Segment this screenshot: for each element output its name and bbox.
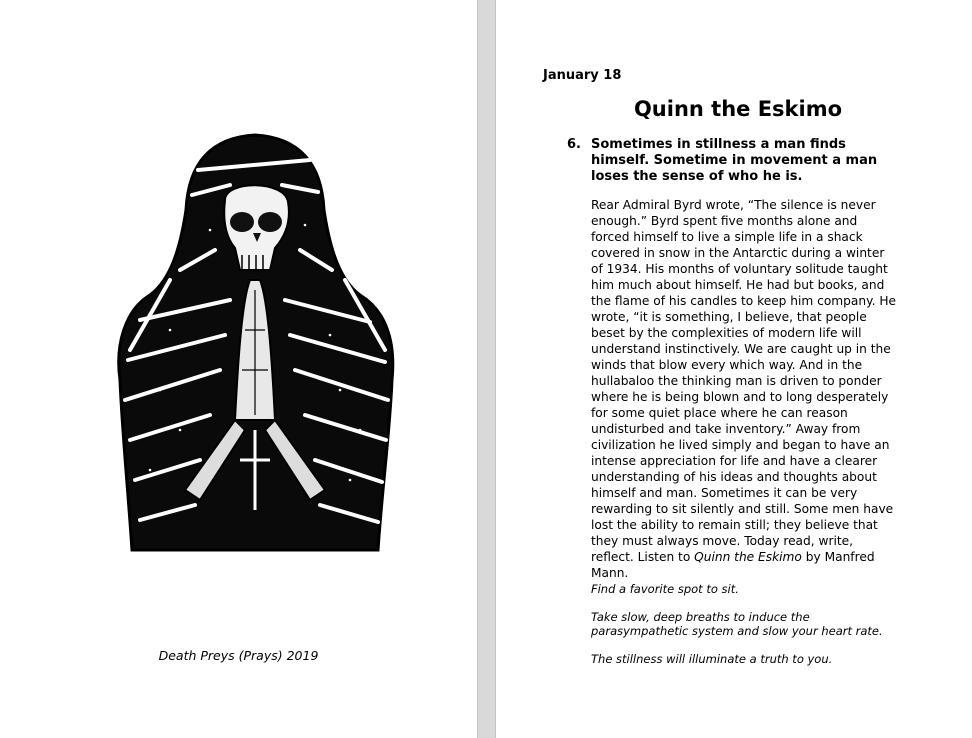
body-paragraph — [591, 197, 897, 581]
right-page — [496, 0, 972, 738]
body-text-part2: by Manfred Mann. — [591, 550, 875, 580]
song-title: Quinn the Eskimo — [694, 550, 802, 564]
body-text-part1: Rear Admiral Byrd wrote, “The silence is never enough.” Byrd spent five months alone and forced himself to live a simple life in a shack covered in snow in the Antarctic during a winter of 1934. His months of voluntary solitude taught him much about himself. He had but books, and the flame of his candles to keep him company. He wrote, “it is something, I believe, that people beset by the complexities of modern life will understand instinctively. We are caught up in the winds that blow every which way. And in the hullabaloo the thinking man is driven to ponder where he is being blown and to long desperately for some quiet place where he can reason undisturbed and take inventory.” Away from civilization he lived simply and began to have an intense appreciation for life and have a clearer understanding of his ideas and thoughts about himself and man. Sometimes it can be very rewarding to sit silently and still. Some men have lost the ability to remain still; they believe that they must always move. Today read, write, reflect. Listen to — [591, 198, 896, 564]
lead-number: 6. — [567, 137, 581, 152]
entry-title: Quinn the Eskimo — [633, 97, 843, 121]
skull-reaper-illustration — [110, 130, 400, 560]
lead-text: Sometimes in stillness a man finds himself. Sometime in movement a man loses the sense of who he is. — [591, 137, 878, 184]
left-page — [0, 0, 477, 738]
entry-date: January 18 — [543, 68, 622, 83]
tip-line: Take slow, deep breaths to induce the parasympathetic system and slow your heart rate. — [591, 610, 883, 638]
tip-line: Find a favorite spot to sit. — [591, 582, 739, 596]
illustration-caption: Death Preys (Prays) 2019 — [158, 648, 319, 663]
page-gutter — [477, 0, 496, 738]
tip-line: The stillness will illuminate a truth to you. — [591, 652, 833, 666]
